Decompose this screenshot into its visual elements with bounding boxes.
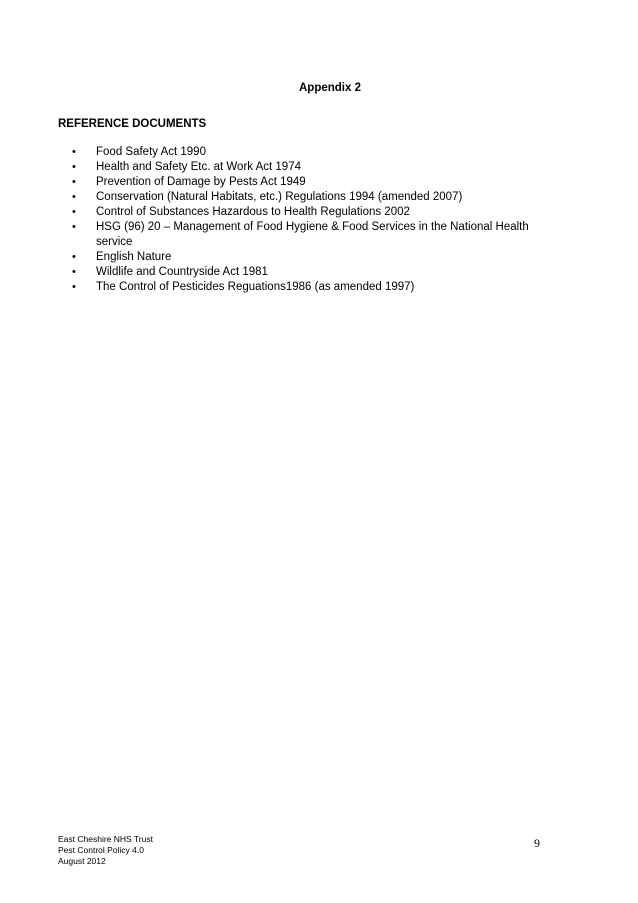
- bullet-icon: •: [72, 266, 76, 278]
- reference-text: Food Safety Act 1990: [96, 146, 206, 158]
- page-number: 9: [534, 836, 540, 850]
- reference-item: [72, 220, 552, 250]
- bullet-icon: •: [72, 146, 76, 158]
- reference-text: Health and Safety Etc. at Work Act 1974: [96, 161, 301, 173]
- reference-list: [72, 145, 552, 295]
- reference-text: Prevention of Damage by Pests Act 1949: [96, 176, 306, 188]
- reference-item: [72, 160, 552, 175]
- reference-item: [72, 250, 552, 265]
- reference-item: [72, 175, 552, 190]
- bullet-icon: •: [72, 251, 76, 263]
- reference-text: The Control of Pesticides Reguations1986 (as amended 1997): [96, 281, 415, 293]
- reference-text: Control of Substances Hazardous to Health Regulations 2002: [96, 206, 410, 218]
- footer-organisation: East Cheshire NHS Trust: [58, 834, 153, 844]
- reference-text: Conservation (Natural Habitats, etc.) Regulations 1994 (amended 2007): [96, 191, 463, 203]
- footer-date: August 2012: [58, 856, 106, 866]
- bullet-icon: •: [72, 206, 76, 218]
- section-heading: REFERENCE DOCUMENTS: [58, 118, 207, 130]
- reference-item: [72, 190, 552, 205]
- bullet-icon: •: [72, 191, 76, 203]
- reference-item: [72, 145, 552, 160]
- reference-item: [72, 280, 552, 295]
- bullet-icon: •: [72, 176, 76, 188]
- reference-item: [72, 265, 552, 280]
- reference-text: Wildlife and Countryside Act 1981: [96, 266, 268, 278]
- reference-text: HSG (96) 20 – Management of Food Hygiene & Food Services in the National Health service: [96, 221, 529, 248]
- footer-policy: Pest Control Policy 4.0: [58, 845, 144, 855]
- reference-text: English Nature: [96, 251, 172, 263]
- bullet-icon: •: [72, 281, 76, 293]
- footer: [58, 834, 153, 867]
- appendix-title: Appendix 2: [299, 82, 361, 94]
- reference-item: [72, 205, 552, 220]
- bullet-icon: •: [72, 161, 76, 173]
- bullet-icon: •: [72, 221, 76, 233]
